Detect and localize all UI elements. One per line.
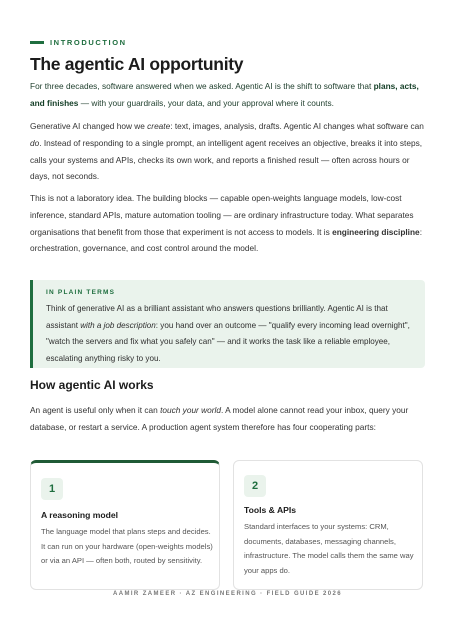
eyebrow-label: INTRODUCTION [50,38,127,47]
plain-terms-callout [30,280,425,368]
para1-em-create: create [147,121,171,131]
section-eyebrow [30,38,127,47]
paragraph-generative [30,118,425,185]
card-title: A reasoning model [41,510,119,520]
callout-text-2: : you hand over an outcome — "qualify every incoming lead overnight", "watch the servers and fix what you safely can" — and it works the task like a reliable employee, escalating anything risky to you. [46,320,410,363]
page-title: The agentic AI opportunity [30,54,244,74]
eyebrow-bar [30,41,44,44]
lead-text-2: — with your guardrails, your data, and your approval where it counts. [78,97,334,108]
para2-text-2: : orchestration, governance, and cost control around the model. [30,226,422,254]
paragraph-building-blocks [30,190,425,257]
card-reasoning-model [30,460,220,590]
card-tools-apis [233,460,423,590]
callout-em: with a job description [80,320,156,330]
paragraph-how [30,402,425,436]
how-em: touch your world [160,405,221,415]
lead-strong: plans, acts, and finishes [30,81,419,108]
para1-em-do: do [30,137,40,148]
how-text-2: . A model alone cannot read your inbox, query your database, or restart a service. A production agent system therefore has four cooperating parts: [30,405,409,432]
card-body: The language model that plans steps and decides. It can run on your hardware (open-weights models) or via an API — often both, routed by sensitivity. [41,527,213,566]
callout-label: IN PLAIN TERMS [46,289,116,296]
para2-text-1: This is not a laboratory idea. The building blocks — capable open-weights language models, low-cost inference, standard APIs, mature automation tooling — are ordinary infrastructure today. What separates organisations that benefit from those that experiment is not access to models. It is [30,193,414,237]
para1-text-2: : text, images, analysis, drafts. Agentic AI changes what software can [170,121,424,131]
para1-text-1: Generative AI changed how we [30,121,148,131]
section-heading-how: How agentic AI works [30,378,154,392]
lead-paragraph [30,78,425,112]
para2-strong: engineering discipline [332,226,420,237]
card-number-badge: 2 [244,475,266,497]
callout-text-1: Think of generative AI as a brilliant assistant who answers questions brilliantly. Agentic AI is that assistant [46,304,388,330]
para1-text-3: . Instead of responding to a single prompt, an intelligent agent receives an objective, breaks it into steps, calls your systems and APIs, checks its own work, and reports a finished result — often across hours or days, not seconds. [30,137,423,182]
card-body: Standard interfaces to your systems: CRM, documents, databases, messaging channels, infrastructure. The model calls them the same way your apps do. [244,522,414,575]
lead-text-1: For three decades, software answered when we asked. Agentic AI is the shift to software that [30,81,374,91]
how-text-1: An agent is useful only when it can [30,405,161,415]
page-footer: AAMIR ZAMEER · AZ ENGINEERING · FIELD GUIDE 2026 [113,591,342,597]
card-title: Tools & APIs [244,505,297,515]
card-number-badge: 1 [41,478,63,500]
callout-text [46,301,418,367]
